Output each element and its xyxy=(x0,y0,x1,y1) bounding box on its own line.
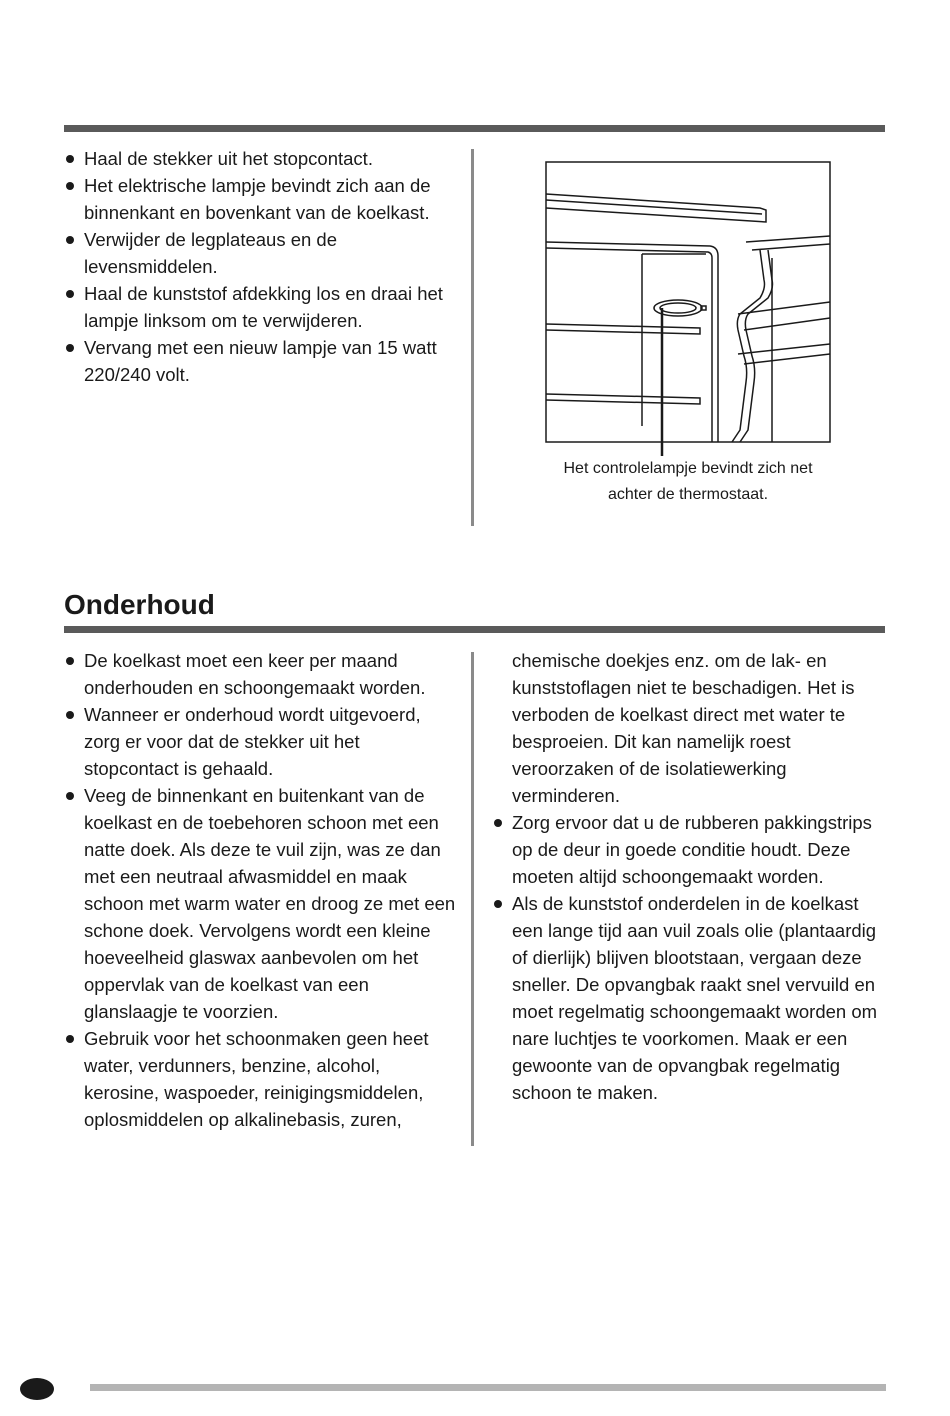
door-profile xyxy=(732,250,765,442)
list-item: Gebruik voor het schoonmaken geen heet water, verdunners, benzine, alcohol, kerosine, waspoeder, reinigingsmiddelen, oplosmiddelen op alkalinebasis, zuren, xyxy=(64,1025,456,1133)
inner-wall xyxy=(546,242,718,442)
column-divider-bottom xyxy=(471,652,474,1146)
list-item: Haal de kunststof afdekking los en draai het lampje linksom om te verwijderen. xyxy=(64,280,464,334)
door-top xyxy=(746,236,830,242)
list-item: Veeg de binnenkant en buitenkant van de koelkast en de toebehoren schoon met een natte doek. Als deze te vuil zijn, was ze dan met een neutraal afwasmiddel en maak schoon met warm water en droog ze met een schone doek. Vervolgens wordt een kleine hoeveelheid glaswax aanbevolen om het oppervlak van de koelkast van een glanslaagje te voorzien. xyxy=(64,782,456,1025)
figure-caption: Het controlelampje bevindt zich net achter de thermostaat. xyxy=(563,460,813,503)
maintenance-right-column xyxy=(492,647,884,1106)
top-panel xyxy=(546,194,766,222)
maintenance-bullet-list-right xyxy=(492,809,884,1106)
shelf-lower xyxy=(546,394,700,404)
list-item: Verwijder de legplateaus en de levensmiddelen. xyxy=(64,226,464,280)
indicator-lamp-icon xyxy=(701,306,706,310)
lamp-instructions xyxy=(64,145,464,388)
list-item: Vervang met een nieuw lampje van 15 watt 220/240 volt. xyxy=(64,334,464,388)
shelf-upper xyxy=(546,324,700,334)
page-marker xyxy=(20,1378,54,1400)
list-item: Het elektrische lampje bevindt zich aan de binnenkant en bovenkant van de koelkast. xyxy=(64,172,464,226)
continued-paragraph: chemische doekjes enz. om de lak- en kunststoflagen niet te beschadigen. Het is verboden de koelkast direct met water te besproeien. Dit kan namelijk roest veroorzaken of de isolatiewerking verminderen. xyxy=(512,650,855,806)
column-divider-top xyxy=(471,149,474,526)
heading-rule xyxy=(64,626,885,633)
page-title: Onderhoud xyxy=(64,589,215,620)
maintenance-left-column xyxy=(64,647,456,1133)
top-rule xyxy=(64,125,885,132)
fridge-interior-illustration xyxy=(540,158,840,458)
lamp-bullet-list xyxy=(64,145,464,388)
maintenance-bullet-list-left xyxy=(64,647,456,1133)
list-item: De koelkast moet een keer per maand onderhouden en schoongemaakt worden. xyxy=(64,647,456,701)
footer-rule xyxy=(90,1384,886,1391)
list-item: Haal de stekker uit het stopcontact. xyxy=(64,145,464,172)
list-item: Wanneer er onderhoud wordt uitgevoerd, zorg er voor dat de stekker uit het stopcontact is gehaald. xyxy=(64,701,456,782)
door-shelf-lower xyxy=(738,344,830,354)
list-item: Zorg ervoor dat u de rubberen pakkingstrips op de deur in goede conditie houdt. Deze moeten altijd schoongemaakt worden. xyxy=(492,809,884,890)
list-item: Als de kunststof onderdelen in de koelkast een lange tijd aan vuil zoals olie (plantaardig of dierlijk) blijven blootstaan, vergaan deze sneller. De opvangbak raakt snel vervuild en moet regelmatig schoongemaakt worden om nare luchtjes te voorkomen. Maak er een gewoonte van de opvangbak regelmatig schoon te maken. xyxy=(492,890,884,1106)
